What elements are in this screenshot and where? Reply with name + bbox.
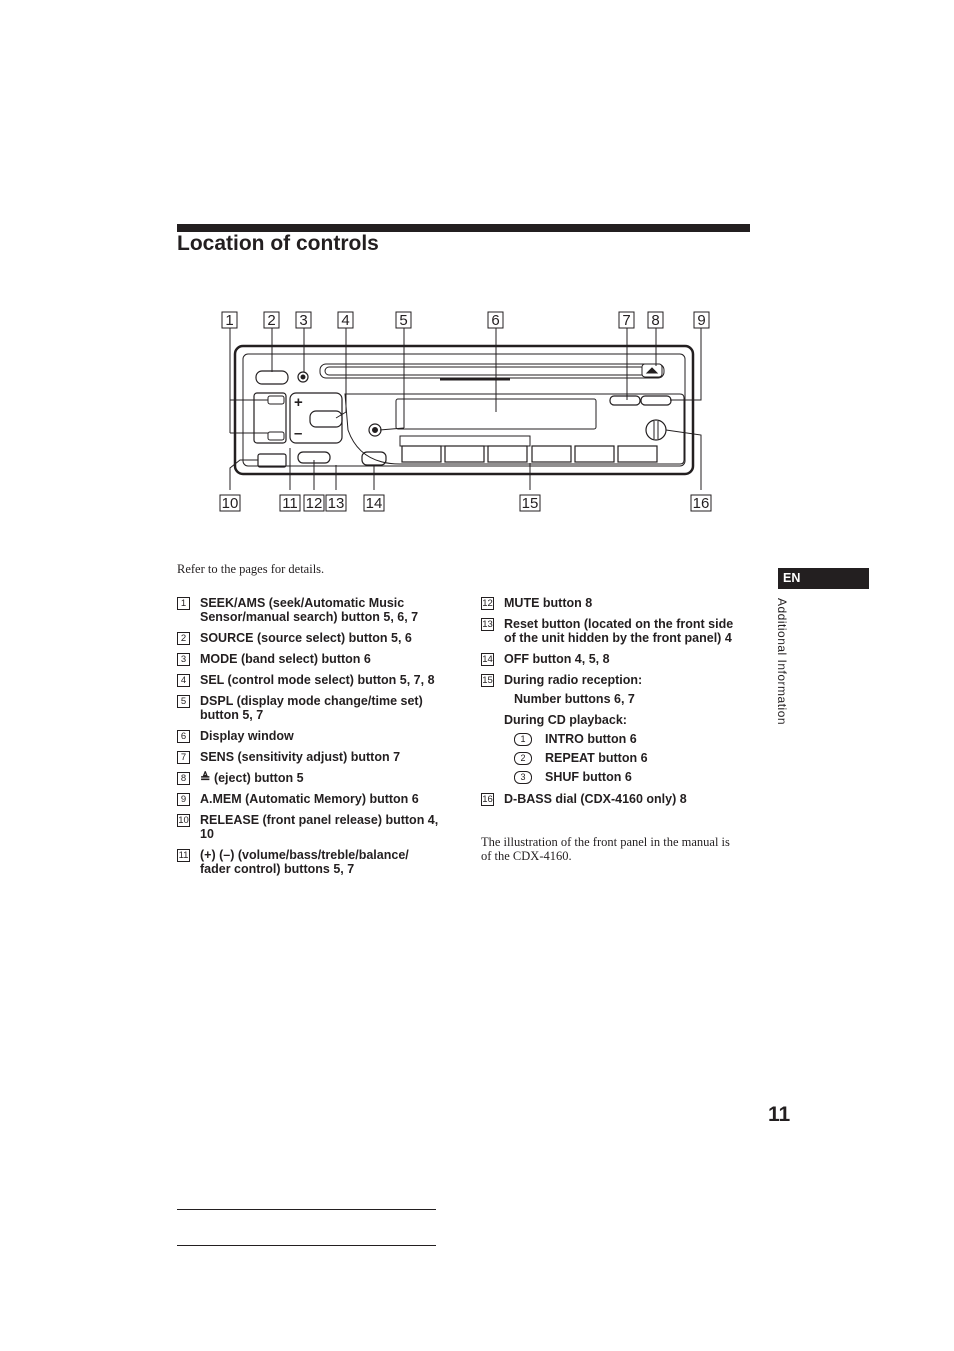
- footer-rule: [177, 1245, 436, 1246]
- page-number: 11: [768, 1103, 791, 1126]
- callout-1: 1: [225, 312, 234, 329]
- heading-rule: [177, 224, 750, 232]
- callout-2: 2: [267, 312, 276, 329]
- list-item: 8 ≜ (eject) button 5: [177, 771, 452, 785]
- footer-rule: [177, 1209, 436, 1210]
- callout-16: 16: [692, 495, 710, 512]
- cd-heading: During CD playback:: [504, 713, 627, 727]
- svg-text:–: –: [294, 425, 303, 442]
- list-item: 11 (+) (–) (volume/bass/treble/balance/ fader control) buttons 5, 7: [178, 848, 409, 876]
- callout-6: 6: [491, 312, 500, 329]
- callout-3: 3: [299, 312, 308, 329]
- callout-5: 5: [399, 312, 408, 329]
- list-item: 5 DSPL (display mode change/time set) button 5, 7: [177, 694, 452, 722]
- callout-13: 13: [327, 495, 345, 512]
- illustration-note: The illustration of the front panel in the manual is of the CDX-4160.: [481, 835, 730, 863]
- radio-sub-item: Number buttons 6, 7: [514, 692, 635, 706]
- svg-text:+: +: [294, 394, 303, 411]
- callout-4: 4: [341, 312, 350, 329]
- top-callouts: [222, 312, 709, 328]
- list-item: 3 MODE (band select) button 6: [177, 652, 452, 666]
- section-side-label: Additional Information: [775, 598, 789, 726]
- language-tab: EN: [778, 568, 869, 589]
- list-item: 16 D-BASS dial (CDX-4160 only) 8: [482, 792, 687, 806]
- cd-item: 2 REPEAT button 6: [481, 751, 756, 765]
- list-item: 14 OFF button 4, 5, 8: [482, 652, 610, 666]
- callout-8: 8: [651, 312, 660, 329]
- controls-list-left: [177, 596, 452, 883]
- list-item: 13 Reset button (located on the front side of the unit hidden by the front panel) 4: [482, 617, 734, 645]
- callout-7: 7: [622, 312, 631, 329]
- callout-9: 9: [697, 312, 706, 329]
- cd-item: 1 INTRO button 6: [481, 732, 756, 746]
- list-item: 9 A.MEM (Automatic Memory) button 6: [177, 792, 452, 806]
- list-item: 10 RELEASE (front panel release) button 4, 10: [178, 813, 439, 841]
- list-item: 6 Display window: [177, 729, 452, 743]
- callout-15: 15: [521, 495, 539, 512]
- front-panel-diagram: [210, 300, 720, 520]
- controls-list-right: [481, 596, 756, 806]
- list-item: 1 SEEK/AMS (seek/Automatic Music Sensor/manual search) button 5, 6, 7: [177, 596, 452, 624]
- cd-item: 3 SHUF button 6: [481, 770, 756, 784]
- page-title: Location of controls: [177, 232, 379, 255]
- callout-11: 11: [282, 495, 298, 512]
- list-item: 2 SOURCE (source select) button 5, 6: [177, 631, 452, 645]
- callout-14: 14: [365, 495, 383, 512]
- list-item: 7 SENS (sensitivity adjust) button 7: [177, 750, 452, 764]
- list-item: 15 During radio reception:: [482, 673, 643, 687]
- refer-note: Refer to the pages for details.: [177, 562, 325, 576]
- list-item: 12 MUTE button 8: [482, 596, 593, 610]
- callout-12: 12: [305, 495, 323, 512]
- list-item: 4 SEL (control mode select) button 5, 7, 8: [177, 673, 452, 687]
- callout-10: 10: [221, 495, 239, 512]
